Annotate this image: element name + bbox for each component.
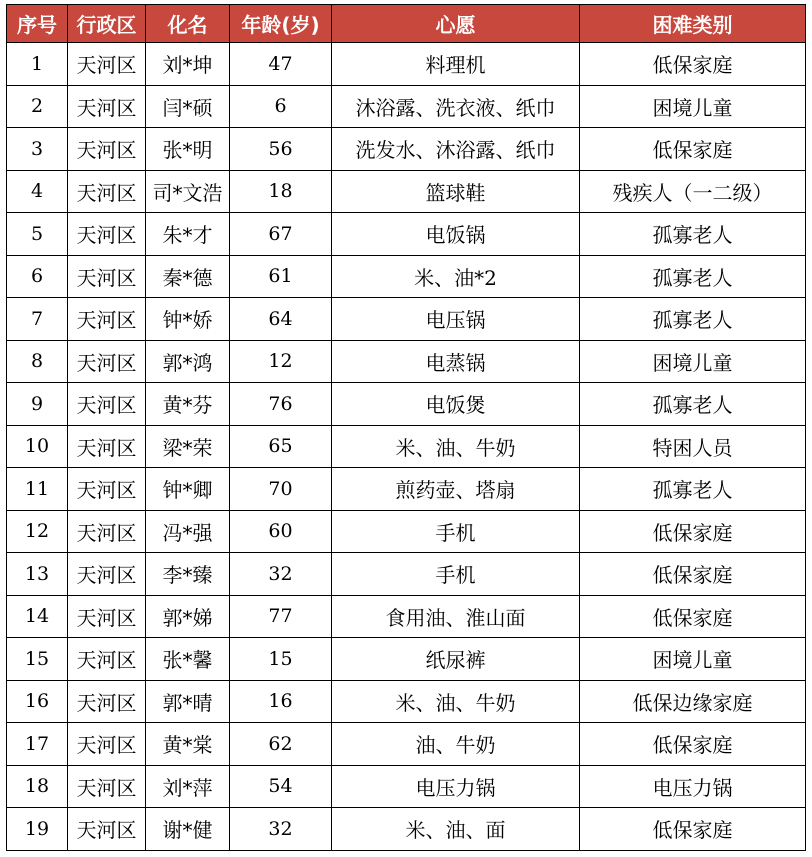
table-row	[7, 298, 806, 341]
cell-hardship-category: 低保家庭	[580, 723, 806, 766]
cell-hardship-category: 孤寡老人	[580, 213, 806, 256]
cell-wish: 油、牛奶	[332, 723, 580, 766]
cell-index: 11	[7, 468, 68, 511]
cell-hardship-category: 残疾人（一二级）	[580, 170, 806, 213]
table-row	[7, 468, 806, 511]
cell-age: 62	[230, 723, 332, 766]
cell-hardship-category: 低保家庭	[580, 553, 806, 596]
cell-alias: 郭*鸿	[146, 340, 230, 383]
cell-alias: 梁*荣	[146, 425, 230, 468]
cell-index: 8	[7, 340, 68, 383]
cell-wish: 手机	[332, 510, 580, 553]
cell-age: 64	[230, 298, 332, 341]
cell-index: 4	[7, 170, 68, 213]
cell-alias: 谢*健	[146, 808, 230, 851]
cell-hardship-category: 孤寡老人	[580, 468, 806, 511]
cell-index: 18	[7, 765, 68, 808]
table-row	[7, 383, 806, 426]
cell-index: 6	[7, 255, 68, 298]
cell-alias: 钟*卿	[146, 468, 230, 511]
cell-alias: 郭*娣	[146, 595, 230, 638]
table-row	[7, 213, 806, 256]
cell-alias: 秦*德	[146, 255, 230, 298]
cell-age: 18	[230, 170, 332, 213]
cell-age: 32	[230, 553, 332, 596]
cell-wish: 洗发水、沐浴露、纸巾	[332, 128, 580, 171]
cell-age: 32	[230, 808, 332, 851]
table-row	[7, 680, 806, 723]
cell-district: 天河区	[68, 383, 146, 426]
cell-alias: 李*臻	[146, 553, 230, 596]
cell-alias: 刘*萍	[146, 765, 230, 808]
wish-list-table	[6, 4, 806, 851]
cell-index: 14	[7, 595, 68, 638]
cell-alias: 黄*棠	[146, 723, 230, 766]
table-row	[7, 553, 806, 596]
cell-index: 19	[7, 808, 68, 851]
cell-alias: 张*馨	[146, 638, 230, 681]
cell-alias: 张*明	[146, 128, 230, 171]
table-row	[7, 425, 806, 468]
cell-district: 天河区	[68, 85, 146, 128]
cell-district: 天河区	[68, 213, 146, 256]
cell-wish: 电压力锅	[332, 765, 580, 808]
cell-alias: 黄*芬	[146, 383, 230, 426]
cell-district: 天河区	[68, 298, 146, 341]
cell-index: 15	[7, 638, 68, 681]
cell-wish: 米、油、牛奶	[332, 680, 580, 723]
cell-district: 天河区	[68, 128, 146, 171]
cell-age: 47	[230, 43, 332, 86]
cell-district: 天河区	[68, 340, 146, 383]
table-row	[7, 170, 806, 213]
cell-hardship-category: 困境儿童	[580, 340, 806, 383]
header-district: 行政区	[68, 5, 146, 43]
table-row	[7, 43, 806, 86]
header-wish: 心愿	[332, 5, 580, 43]
cell-wish: 沐浴露、洗衣液、纸巾	[332, 85, 580, 128]
cell-age: 54	[230, 765, 332, 808]
cell-index: 13	[7, 553, 68, 596]
cell-index: 10	[7, 425, 68, 468]
cell-district: 天河区	[68, 595, 146, 638]
cell-district: 天河区	[68, 468, 146, 511]
cell-index: 7	[7, 298, 68, 341]
cell-age: 6	[230, 85, 332, 128]
table-row	[7, 765, 806, 808]
cell-wish: 篮球鞋	[332, 170, 580, 213]
header-alias: 化名	[146, 5, 230, 43]
cell-alias: 朱*才	[146, 213, 230, 256]
table-row	[7, 255, 806, 298]
cell-district: 天河区	[68, 638, 146, 681]
table-body	[7, 43, 806, 851]
table-row	[7, 723, 806, 766]
cell-district: 天河区	[68, 425, 146, 468]
cell-wish: 料理机	[332, 43, 580, 86]
table-row	[7, 340, 806, 383]
header-row	[7, 5, 806, 43]
cell-hardship-category: 孤寡老人	[580, 298, 806, 341]
cell-hardship-category: 困境儿童	[580, 638, 806, 681]
cell-alias: 刘*坤	[146, 43, 230, 86]
cell-district: 天河区	[68, 680, 146, 723]
cell-index: 17	[7, 723, 68, 766]
cell-age: 76	[230, 383, 332, 426]
cell-hardship-category: 低保家庭	[580, 128, 806, 171]
cell-wish: 电压锅	[332, 298, 580, 341]
cell-index: 12	[7, 510, 68, 553]
cell-alias: 闫*硕	[146, 85, 230, 128]
cell-district: 天河区	[68, 43, 146, 86]
cell-index: 9	[7, 383, 68, 426]
table-row	[7, 808, 806, 851]
cell-hardship-category: 困境儿童	[580, 85, 806, 128]
cell-age: 65	[230, 425, 332, 468]
table-row	[7, 510, 806, 553]
cell-hardship-category: 孤寡老人	[580, 383, 806, 426]
table-row	[7, 128, 806, 171]
cell-hardship-category: 孤寡老人	[580, 255, 806, 298]
table-row	[7, 638, 806, 681]
cell-district: 天河区	[68, 808, 146, 851]
cell-index: 3	[7, 128, 68, 171]
cell-hardship-category: 特困人员	[580, 425, 806, 468]
wish-list-table-container	[6, 4, 806, 851]
cell-age: 67	[230, 213, 332, 256]
cell-district: 天河区	[68, 255, 146, 298]
cell-index: 1	[7, 43, 68, 86]
cell-district: 天河区	[68, 170, 146, 213]
cell-hardship-category: 低保家庭	[580, 595, 806, 638]
cell-wish: 煎药壶、塔扇	[332, 468, 580, 511]
table-row	[7, 595, 806, 638]
cell-wish: 电蒸锅	[332, 340, 580, 383]
cell-age: 70	[230, 468, 332, 511]
cell-age: 16	[230, 680, 332, 723]
cell-alias: 钟*娇	[146, 298, 230, 341]
cell-district: 天河区	[68, 553, 146, 596]
cell-hardship-category: 低保家庭	[580, 808, 806, 851]
cell-hardship-category: 低保边缘家庭	[580, 680, 806, 723]
cell-hardship-category: 低保家庭	[580, 43, 806, 86]
header-index: 序号	[7, 5, 68, 43]
cell-age: 61	[230, 255, 332, 298]
cell-wish: 米、油、面	[332, 808, 580, 851]
cell-age: 56	[230, 128, 332, 171]
cell-district: 天河区	[68, 765, 146, 808]
cell-wish: 米、油、牛奶	[332, 425, 580, 468]
cell-wish: 食用油、淮山面	[332, 595, 580, 638]
cell-district: 天河区	[68, 510, 146, 553]
cell-hardship-category: 低保家庭	[580, 510, 806, 553]
cell-wish: 米、油*2	[332, 255, 580, 298]
cell-wish: 电饭煲	[332, 383, 580, 426]
header-hardship-category: 困难类别	[580, 5, 806, 43]
cell-alias: 郭*晴	[146, 680, 230, 723]
cell-index: 16	[7, 680, 68, 723]
cell-hardship-category: 电压力锅	[580, 765, 806, 808]
cell-age: 15	[230, 638, 332, 681]
cell-age: 77	[230, 595, 332, 638]
cell-wish: 手机	[332, 553, 580, 596]
cell-index: 2	[7, 85, 68, 128]
cell-alias: 冯*强	[146, 510, 230, 553]
cell-age: 12	[230, 340, 332, 383]
cell-alias: 司*文浩	[146, 170, 230, 213]
cell-district: 天河区	[68, 723, 146, 766]
cell-wish: 纸尿裤	[332, 638, 580, 681]
cell-wish: 电饭锅	[332, 213, 580, 256]
cell-age: 60	[230, 510, 332, 553]
cell-index: 5	[7, 213, 68, 256]
table-row	[7, 85, 806, 128]
header-age: 年龄(岁)	[230, 5, 332, 43]
